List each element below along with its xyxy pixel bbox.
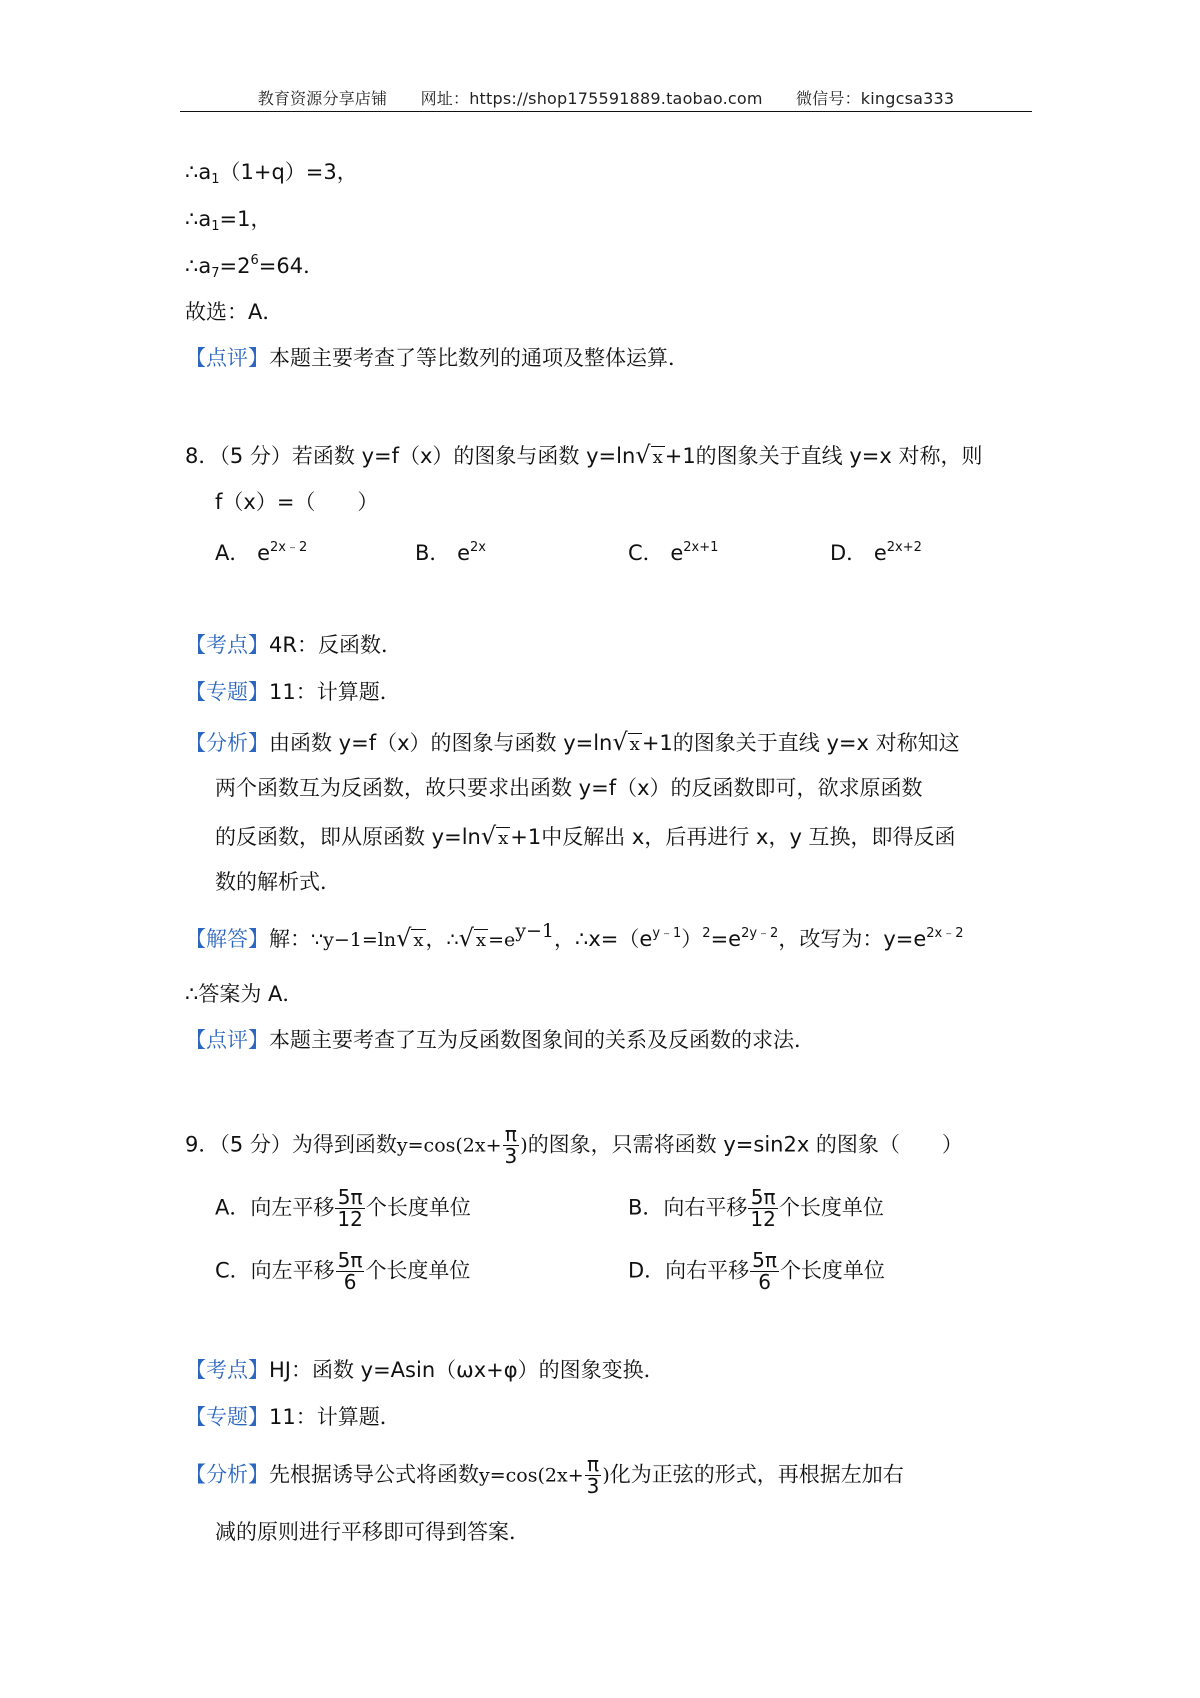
q8-fenxi-line-2: 两个函数互为反函数，故只要求出函数 y=f（x）的反函数即可，欲求原函数 [215,776,923,800]
prev-line-2: $\therefore a_1=1$， [185,207,272,234]
prev-line-3: $\therefore a_7=2^6=64$． [185,253,325,281]
q9-zhuanti: 【专题】11：计算题． [185,1405,401,1429]
fraction: $\frac{\pi}{3}$ [504,1122,518,1168]
q8-option-b: B． $e^{2x}$ [415,540,486,565]
wechat-id: 微信号：kingcsa333 [795,89,955,108]
shop-name: 教育资源分享店铺 [257,89,388,108]
q8-dianping: 【点评】本题主要考查了互为反函数图象间的关系及反函数的求法． [185,1028,815,1052]
q8-fenxi-line-1: 【分析】由函数 y=f（x）的图象与函数 y=ln√ x+1的图象关于直线 y=x 对称知这 [185,728,960,756]
q9-option-c: C．向左平移 $\frac{5\pi}{6}$ 个长度单位 [215,1248,471,1294]
q9-option-d: D．向右平移 $\frac{5\pi}{6}$ 个长度单位 [628,1248,885,1294]
q8-jieda: 【解答】解：∵y−1=ln√ x，∴√ $x =e^{y-1}$，$\therefore x=(e^{y﹣1})^2=e^{2y﹣2}$，改写为：$y=e^{2x﹣2}$ [185,920,964,952]
q8-answer: ∴答案为 A． [185,982,304,1006]
q8-fenxi-line-4: 数的解析式． [215,870,341,894]
q8-stem-line-2: f（x）=（ ） [215,490,379,514]
q9-option-a: A．向左平移 $\frac{5\pi}{12}$ 个长度单位 [215,1185,471,1231]
shop-url: 网址：https://shop175591889.taobao.com [420,89,763,108]
q8-kaodian: 【考点】4R：反函数． [185,633,402,657]
q8-option-a: A． $e^{2x﹣2}$ [215,540,308,565]
q9-fenxi-line-2: 减的原则进行平移即可得到答案． [215,1520,530,1544]
prev-comment: 【点评】本题主要考查了等比数列的通项及整体运算． [185,346,689,370]
comment-tag: 【点评】 [185,346,269,370]
q8-option-c: C． $e^{2x+1}$ [628,540,719,565]
sqrt-symbol: √ x [635,441,663,469]
q8-stem-line-1: 8．（5 分）若函数 y=f（x）的图象与函数 y=ln√ x+1的图象关于直线 y=x 对称，则 [185,441,983,469]
q8-fenxi-line-3: 的反函数，即从原函数 y=ln√ x+1中反解出 x，后再进行 x，y 互换，即得反函 [215,822,956,850]
prev-line-1: $\therefore a_1(1+q)=3$， [185,160,358,187]
q9-option-b: B．向右平移 $\frac{5\pi}{12}$ 个长度单位 [628,1185,884,1231]
q9-kaodian: 【考点】HJ：函数 y=Asin（ωx+φ）的图象变换． [185,1358,665,1382]
prev-choice: 故选：A． [185,300,284,324]
q9-stem: 9．（5 分）为得到函数y=cos(2x+ $\frac{\pi}{3}$ )的图象，只需将函数 y=sin2x 的图象（ ） [185,1122,963,1168]
q8-zhuanti: 【专题】11：计算题． [185,680,401,704]
q8-option-d: D． $e^{2x+2}$ [830,540,922,565]
header-rule [180,111,1032,112]
q9-fenxi-line-1: 【分析】先根据诱导公式将函数y=cos(2x+ $\frac{\pi}{3}$ )化为正弦的形式，再根据左加右 [185,1452,904,1498]
page-header [180,86,1032,109]
